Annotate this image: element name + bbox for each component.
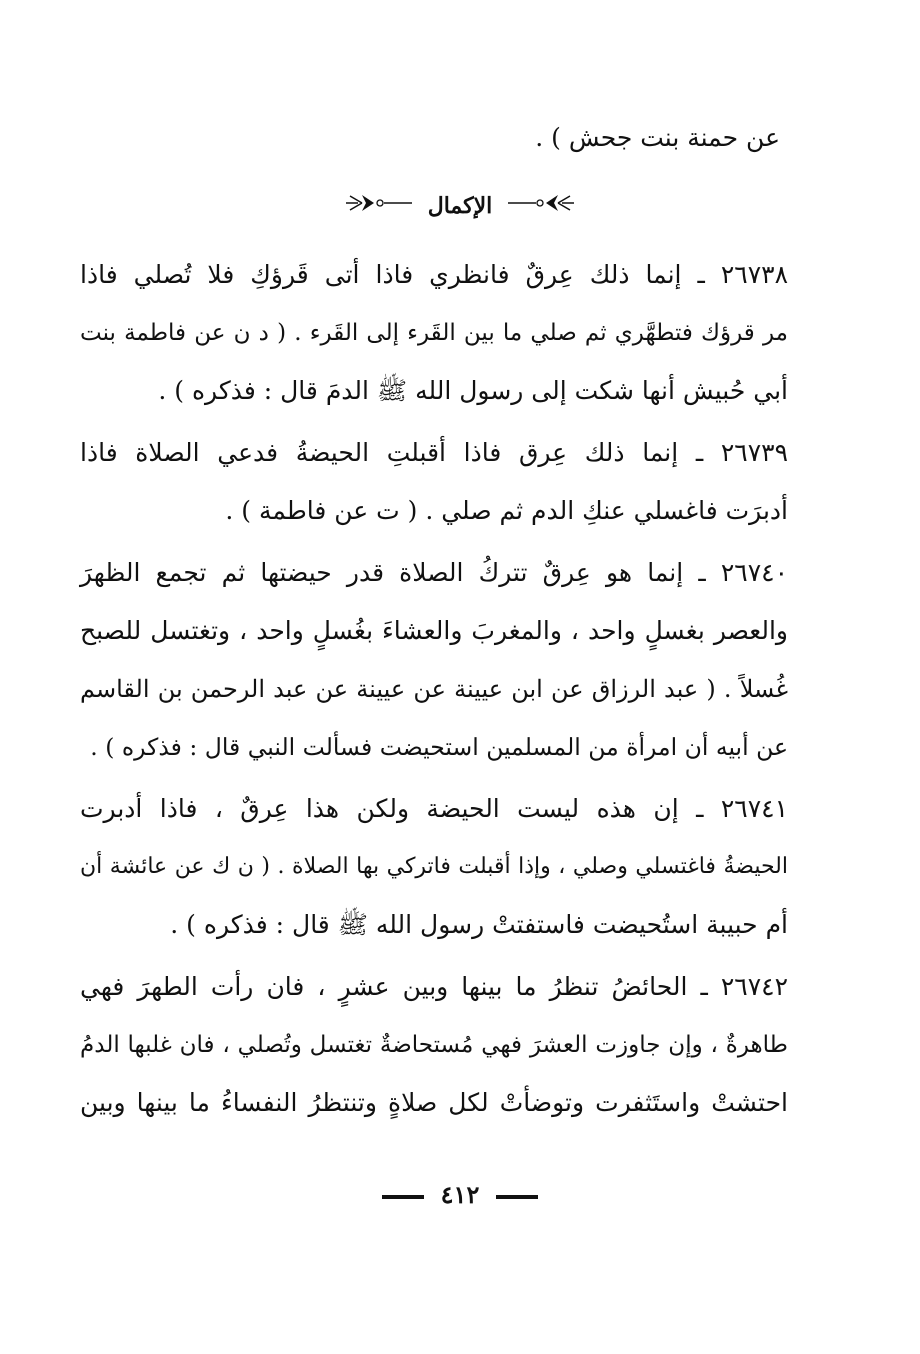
text-line: احتشتْ واستَثفرت وتوضأتْ لكل صلاةٍ وتنتظرُ النفساءُ ما بينها وبين xyxy=(80,1088,788,1117)
hadith-26738 xyxy=(80,246,788,420)
text-line: ٢٦٧٤٠ ـ إنما هو عِرقٌ تتركُ الصلاة قدر حيضتها ثم تجمع الظهرَ xyxy=(80,558,788,587)
hadith-26741 xyxy=(80,780,788,954)
text-line: أبي حُبيش أنها شكت إلى رسول الله ﷺ الدمَ قال : فذكره ) . xyxy=(158,376,788,405)
hadith-26740 xyxy=(80,544,788,776)
hadith-list xyxy=(80,246,788,1136)
text-line: طاهرةٌ ، وإن جاوزت العشرَ فهي مُستحاضةٌ تغتسل وتُصلي ، فان غلبها الدمُ xyxy=(80,1032,788,1058)
text-line: أدبرَت فاغسلي عنكِ الدم ثم صلي . ( ت عن فاطمة ) . xyxy=(225,496,788,525)
page-number-value: ٤١٢ xyxy=(440,1180,480,1209)
dash-right xyxy=(382,1195,424,1199)
ornament-left-icon xyxy=(344,187,414,227)
section-header xyxy=(0,186,920,227)
text-line: ٢٦٧٣٨ ـ إنما ذلك عِرقٌ فانظري فاذا أتى قَرؤكِ فلا تُصلي فاذا xyxy=(80,260,788,289)
text-line: أم حبيبة استُحيضت فاستفتتْ رسول الله ﷺ قال : فذكره ) . xyxy=(170,910,788,939)
text-line: ٢٦٧٤١ ـ إن هذه ليست الحيضة ولكن هذا عِرقٌ ، فاذا أدبرت xyxy=(80,794,788,823)
text-line: مر قرؤك فتطهَّري ثم صلي ما بين القَرء إلى القَرء . ( د ن عن فاطمة بنت xyxy=(80,320,788,346)
hadith-26742 xyxy=(80,958,788,1132)
dash-left xyxy=(496,1195,538,1199)
text-line: والعصر بغسلٍ واحد ، والمغربَ والعشاءَ بغُسلٍ واحد ، وتغتسل للصبح xyxy=(80,616,788,645)
text-line: غُسلاً . ( عبد الرزاق عن ابن عيينة عن عيينة عن عبد الرحمن بن القاسم xyxy=(80,675,788,703)
text-line: عن أبيه أن امرأة من المسلمين استحيضت فسألت النبي قال : فذكره ) . xyxy=(90,733,788,761)
section-title: الإكمال xyxy=(427,193,493,219)
text-line: الحيضةُ فاغتسلي وصلي ، وإذا أقبلت فاتركي بها الصلاة . ( ن ك عن عائشة أن xyxy=(80,854,789,879)
hadith-26739 xyxy=(80,424,788,540)
text-line: ٢٦٧٤٢ ـ الحائضُ تنظرُ ما بينها وبين عشرٍ ، فان رأت الطهرَ فهي xyxy=(80,972,788,1001)
text-line: ٢٦٧٣٩ ـ إنما ذلك عِرق فاذا أقبلتِ الحيضةُ فدعي الصلاة فاذا xyxy=(80,438,788,467)
continuation-line: عن حمنة بنت جحش ) . xyxy=(535,123,780,152)
page-number xyxy=(0,1180,920,1209)
ornament-right-icon xyxy=(506,187,576,227)
